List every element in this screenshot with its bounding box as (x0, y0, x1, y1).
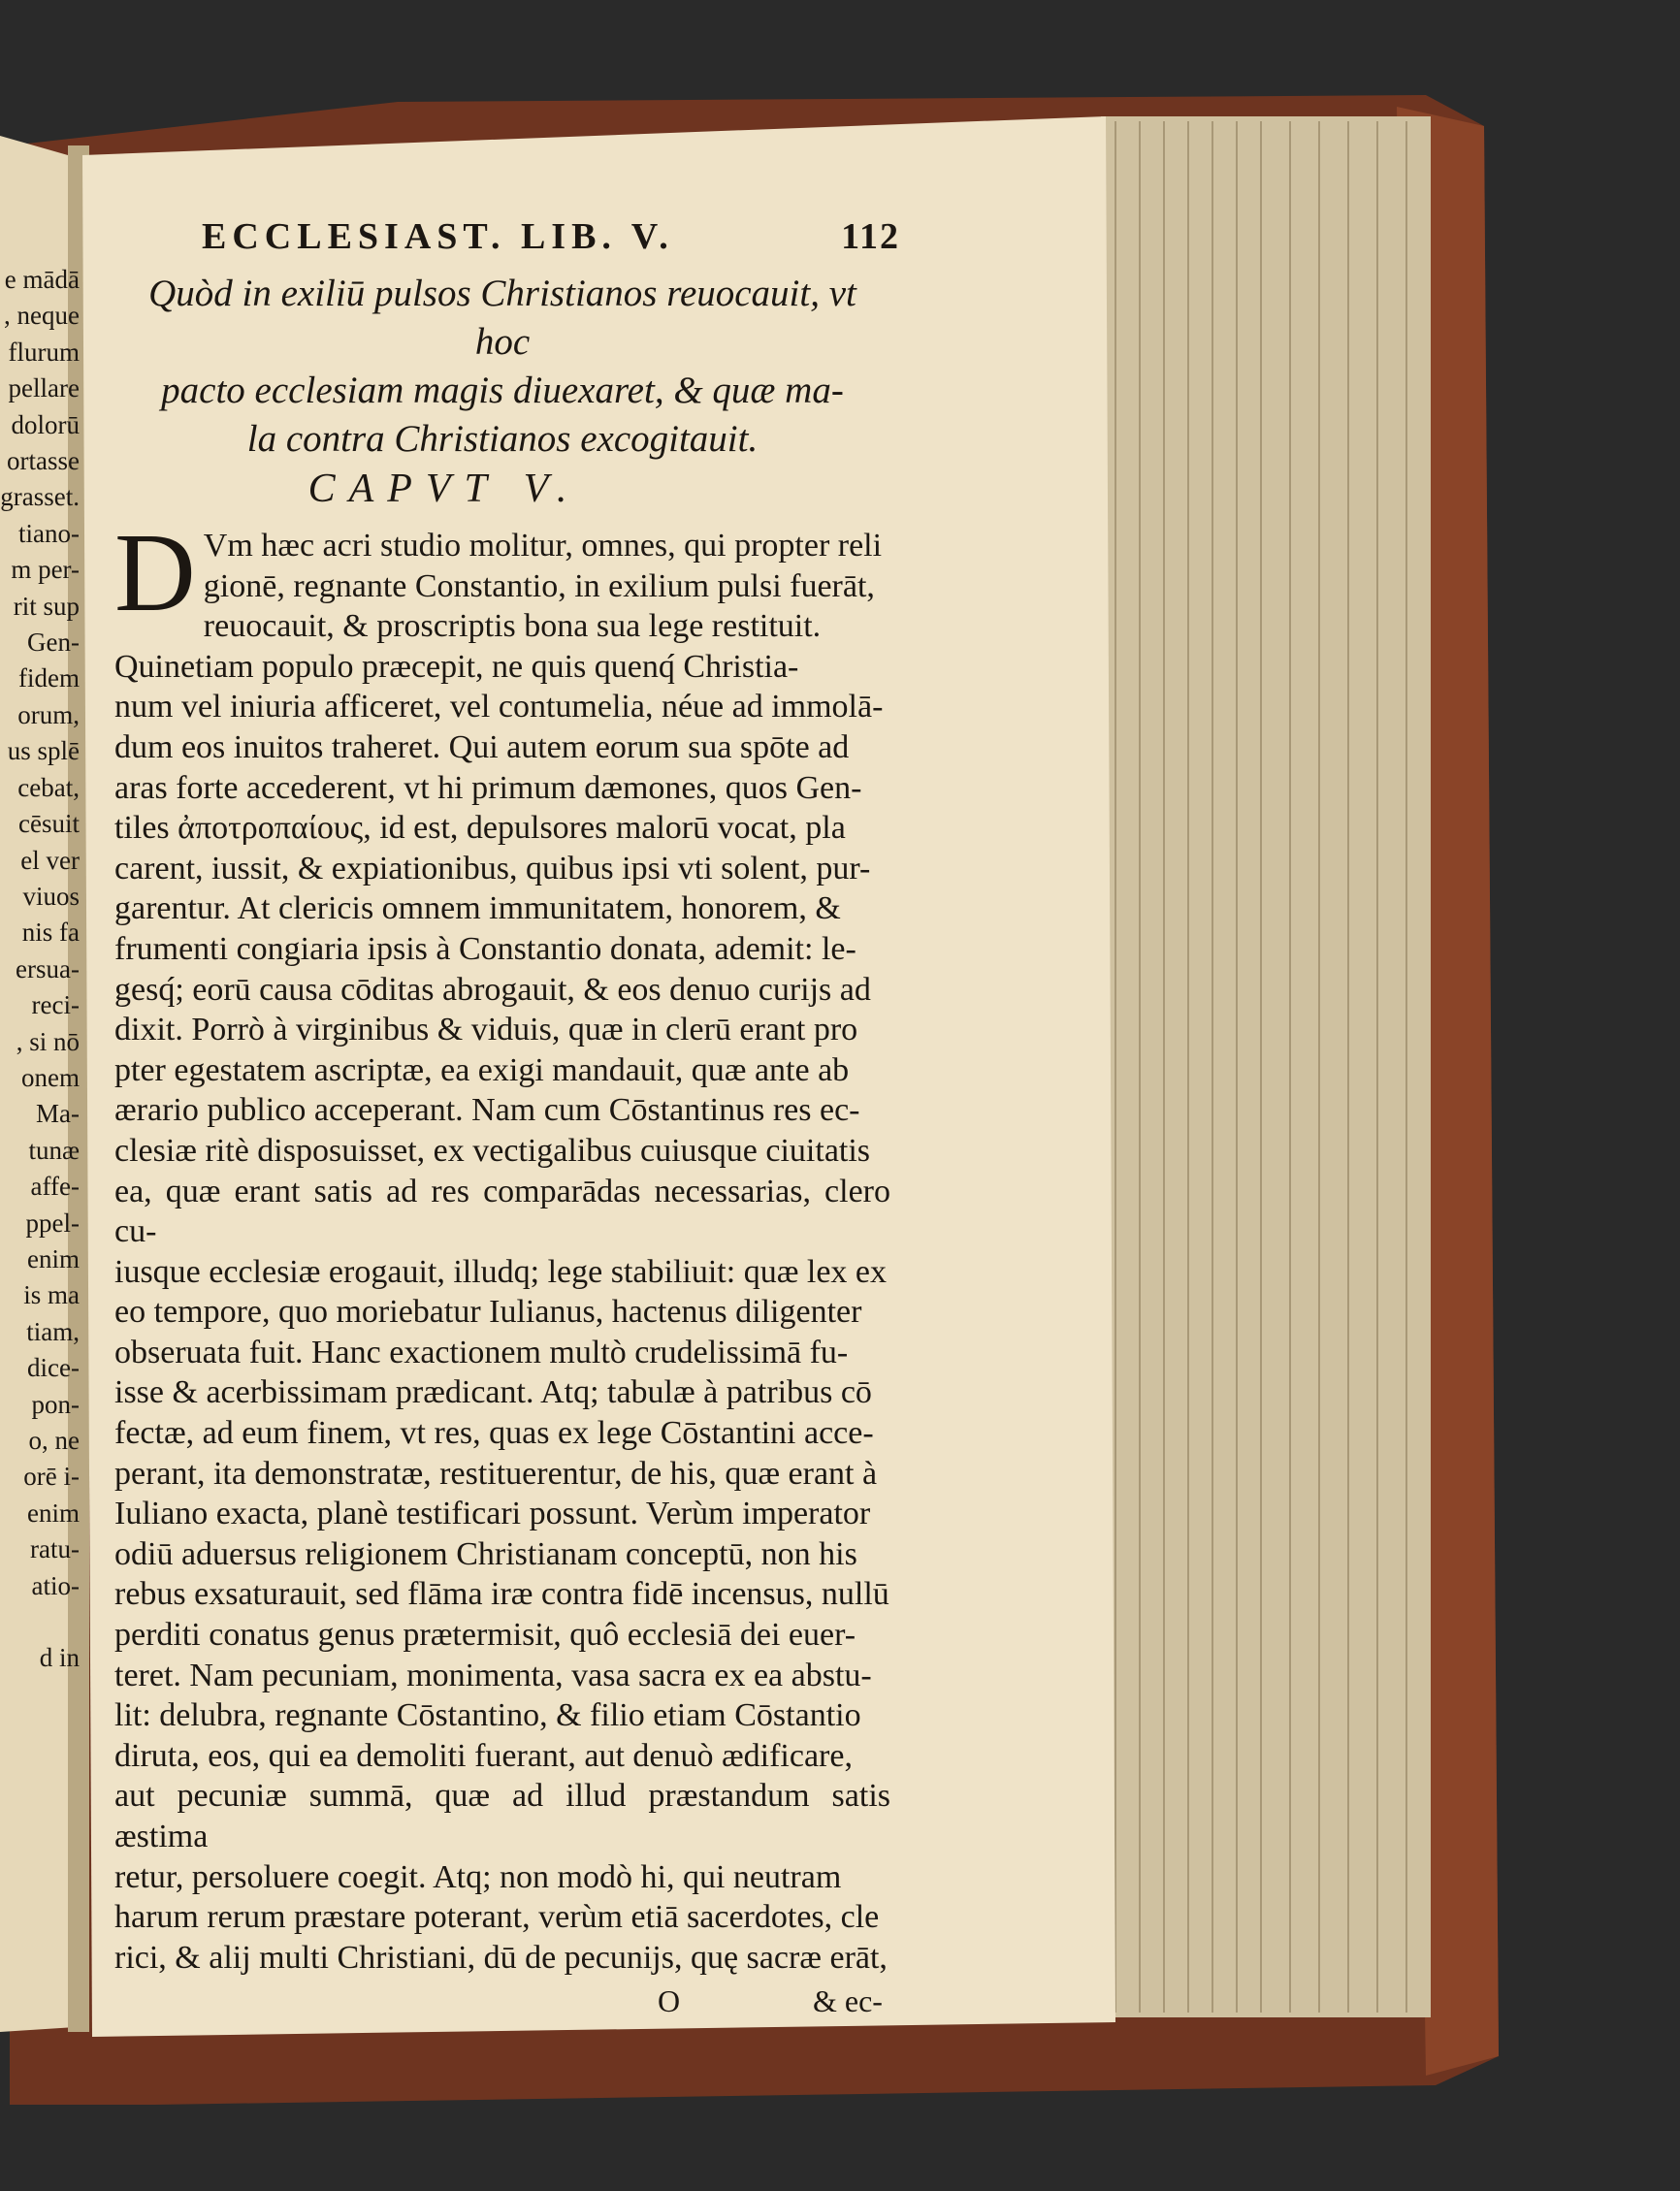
running-head (114, 215, 900, 264)
body-line: lit: delubra, regnante Cōstantino, & filio etiam Cōstantio (114, 1697, 861, 1734)
body-line: aut pecuniæ summā, quæ ad illud præstandum satis æstima (114, 1778, 890, 1854)
drop-cap: D (114, 511, 196, 635)
left-page-fragment: orē i- (23, 1462, 80, 1492)
body-line: pter egestatem ascriptæ, ea exigi mandauit, quæ ante ab (114, 1051, 850, 1088)
chapter-summary (114, 270, 890, 464)
running-head-title: ECCLESIAST. LIB. V. (202, 216, 674, 257)
body-line: Iuliano exacta, planè testificari possunt. Verùm imperator (114, 1496, 871, 1532)
body-line: Quinetiam populo præcepit, ne quis quenq́ Christia- (114, 648, 799, 685)
body-line: dum eos inuitos traheret. Qui autem eorum sua spōte ad (114, 728, 850, 765)
body-line: obseruata fuit. Hanc exactionem multò crudelissimā fu- (114, 1334, 849, 1370)
left-page-fragment: us splē (7, 736, 80, 766)
chapter-summary-line: pacto ecclesiam magis diuexaret, & quæ ma- (161, 370, 844, 411)
body-line: iusque ecclesiæ erogauit, illudq; lege stabiliuit: quæ lex ex (114, 1253, 887, 1290)
left-page-fragment: m per- (11, 555, 80, 585)
body-line: isse & acerbissimam prædicant. Atq; tabulæ à patribus cō (114, 1374, 872, 1411)
body-line: odiū aduersus religionem Christianam conceptū, non his (114, 1535, 857, 1572)
body-line: tiles ἀποτροπαίους, id est, depulsores malorū vocat, pla (114, 810, 846, 847)
left-page-fragment: d in (39, 1643, 80, 1673)
left-page-fragment (0, 1604, 80, 1640)
catchword: & ec- (813, 1983, 883, 2019)
body-line: fectæ, ad eum finem, vt res, quas ex lege Cōstantini acce- (114, 1415, 874, 1452)
body-line: perditi conatus genus prætermisit, quô ecclesiā dei euer- (114, 1617, 856, 1654)
left-page-fragment: reci- (31, 990, 80, 1020)
left-page-fragment: rit sup (13, 591, 80, 621)
left-page-fragment: ppel- (25, 1208, 80, 1238)
body-line: harum rerum præstare poterant, verùm etiā sacerdotes, cle (114, 1899, 880, 1936)
body-line: rici, & alij multi Christiani, dū de pecunijs, quę sacræ erāt, (114, 1939, 888, 1976)
left-page-fragment: pon- (31, 1389, 80, 1419)
body-line: rebus exsaturauit, sed flāma iræ contra fidē incensus, nullū (114, 1576, 889, 1613)
body-line: perant, ita demonstratæ, restituerentur, de his, quæ erant à (114, 1455, 878, 1492)
left-page-fragment: tunæ (28, 1135, 80, 1165)
body-line: eo tempore, quo moriebatur Iulianus, hactenus diligenter (114, 1294, 862, 1331)
left-page-fragment: atio- (31, 1570, 80, 1600)
page-content (114, 215, 900, 2022)
left-page-fragment: , neque (4, 301, 80, 331)
chapter-summary-line: la contra Christianos excogitauit. (246, 418, 759, 460)
left-page-fragment: , si nō (16, 1026, 80, 1056)
left-page-fragment: onem (21, 1062, 80, 1092)
body-line: clesiæ ritè disposuisset, ex vectigalibus cuiusque ciuitatis (114, 1132, 871, 1169)
body-line: num vel iniuria afficeret, vel contumelia, néue ad immolā- (114, 689, 884, 725)
left-page-fragment: e mādā (4, 265, 80, 294)
left-page-fragment: flurum (8, 337, 80, 367)
body-line: gesq́; eorū causa cōditas abrogauit, & eos denuo curijs ad (114, 971, 871, 1008)
body-line: dixit. Porrò à virginibus & viduis, quæ in clerū erant pro (114, 1012, 858, 1048)
left-page-fragment: pellare (8, 373, 80, 403)
folio-number: 112 (841, 216, 900, 257)
left-page-fragment: ratu- (30, 1534, 80, 1564)
left-page-fragment: enim (27, 1498, 80, 1528)
body-line: ærario publico acceperant. Nam cum Cōstantinus res ec- (114, 1092, 860, 1129)
left-page-fragment: orum, (17, 699, 80, 729)
left-page-fragment: tiam, (26, 1316, 80, 1346)
left-page-fragment: grasset. (0, 482, 80, 512)
chapter-heading: CAPVT V. (307, 467, 581, 511)
chapter-body (114, 511, 890, 1978)
left-page-fragment: dice- (27, 1353, 80, 1383)
body-line: teret. Nam pecuniam, monimenta, vasa sacra ex ea abstu- (114, 1657, 872, 1693)
left-page-fragment: is ma (23, 1280, 80, 1310)
page-footer (114, 1983, 890, 2022)
left-page-fragment: ersua- (16, 953, 80, 983)
body-line: Vm hæc acri studio molitur, omnes, qui propter reli (203, 528, 883, 564)
left-page-fragment: viuos (22, 881, 80, 911)
body-line: gionē, regnante Constantio, in exilium pulsi fuerāt, (203, 567, 875, 604)
page-edges (1101, 116, 1431, 2017)
left-page-text-fragments (0, 262, 80, 1677)
chapter-summary-line: Quòd in exiliū pulsos Christianos reuocauit, vt hoc (148, 273, 856, 363)
signature-mark: O (658, 1983, 681, 2019)
left-page-fragment: nis fa (21, 918, 80, 948)
left-page-fragment: tiano- (18, 518, 80, 548)
left-page-fragment: enim (27, 1243, 80, 1273)
left-page-fragment: ortasse (7, 446, 80, 476)
left-page-fragment: Ma- (36, 1099, 80, 1129)
left-page-fragment: Gen- (27, 628, 80, 658)
body-line: diruta, eos, qui ea demoliti fuerant, aut denuò ædificare, (114, 1737, 853, 1774)
body-line: reuocauit, & proscriptis bona sua lege restituit. (203, 608, 822, 645)
left-page-fragment: el ver (20, 845, 80, 875)
body-line: carent, iussit, & expiationibus, quibus ipsi vti solent, pur- (114, 850, 871, 886)
left-page-fragment: o, ne (28, 1426, 80, 1455)
body-line: ea, quæ erant satis ad res comparādas necessarias, clero cu- (114, 1173, 890, 1250)
body-line: frumenti congiaria ipsis à Constantio donata, ademit: le- (114, 930, 856, 967)
body-line: aras forte accederent, vt hi primum dæmones, quos Gen- (114, 769, 862, 806)
left-page-fragment: cēsuit (18, 809, 80, 839)
left-page-fragment: cebat, (17, 772, 80, 802)
body-line: garentur. At clericis omnem immunitatem, honorem, & (114, 890, 841, 927)
body-line: retur, persoluere coegit. Atq; non modò hi, qui neutram (114, 1858, 842, 1895)
left-page-fragment: dolorū (11, 409, 80, 439)
left-page-fragment: fidem (18, 663, 80, 693)
left-page-fragment: affe- (30, 1172, 80, 1202)
